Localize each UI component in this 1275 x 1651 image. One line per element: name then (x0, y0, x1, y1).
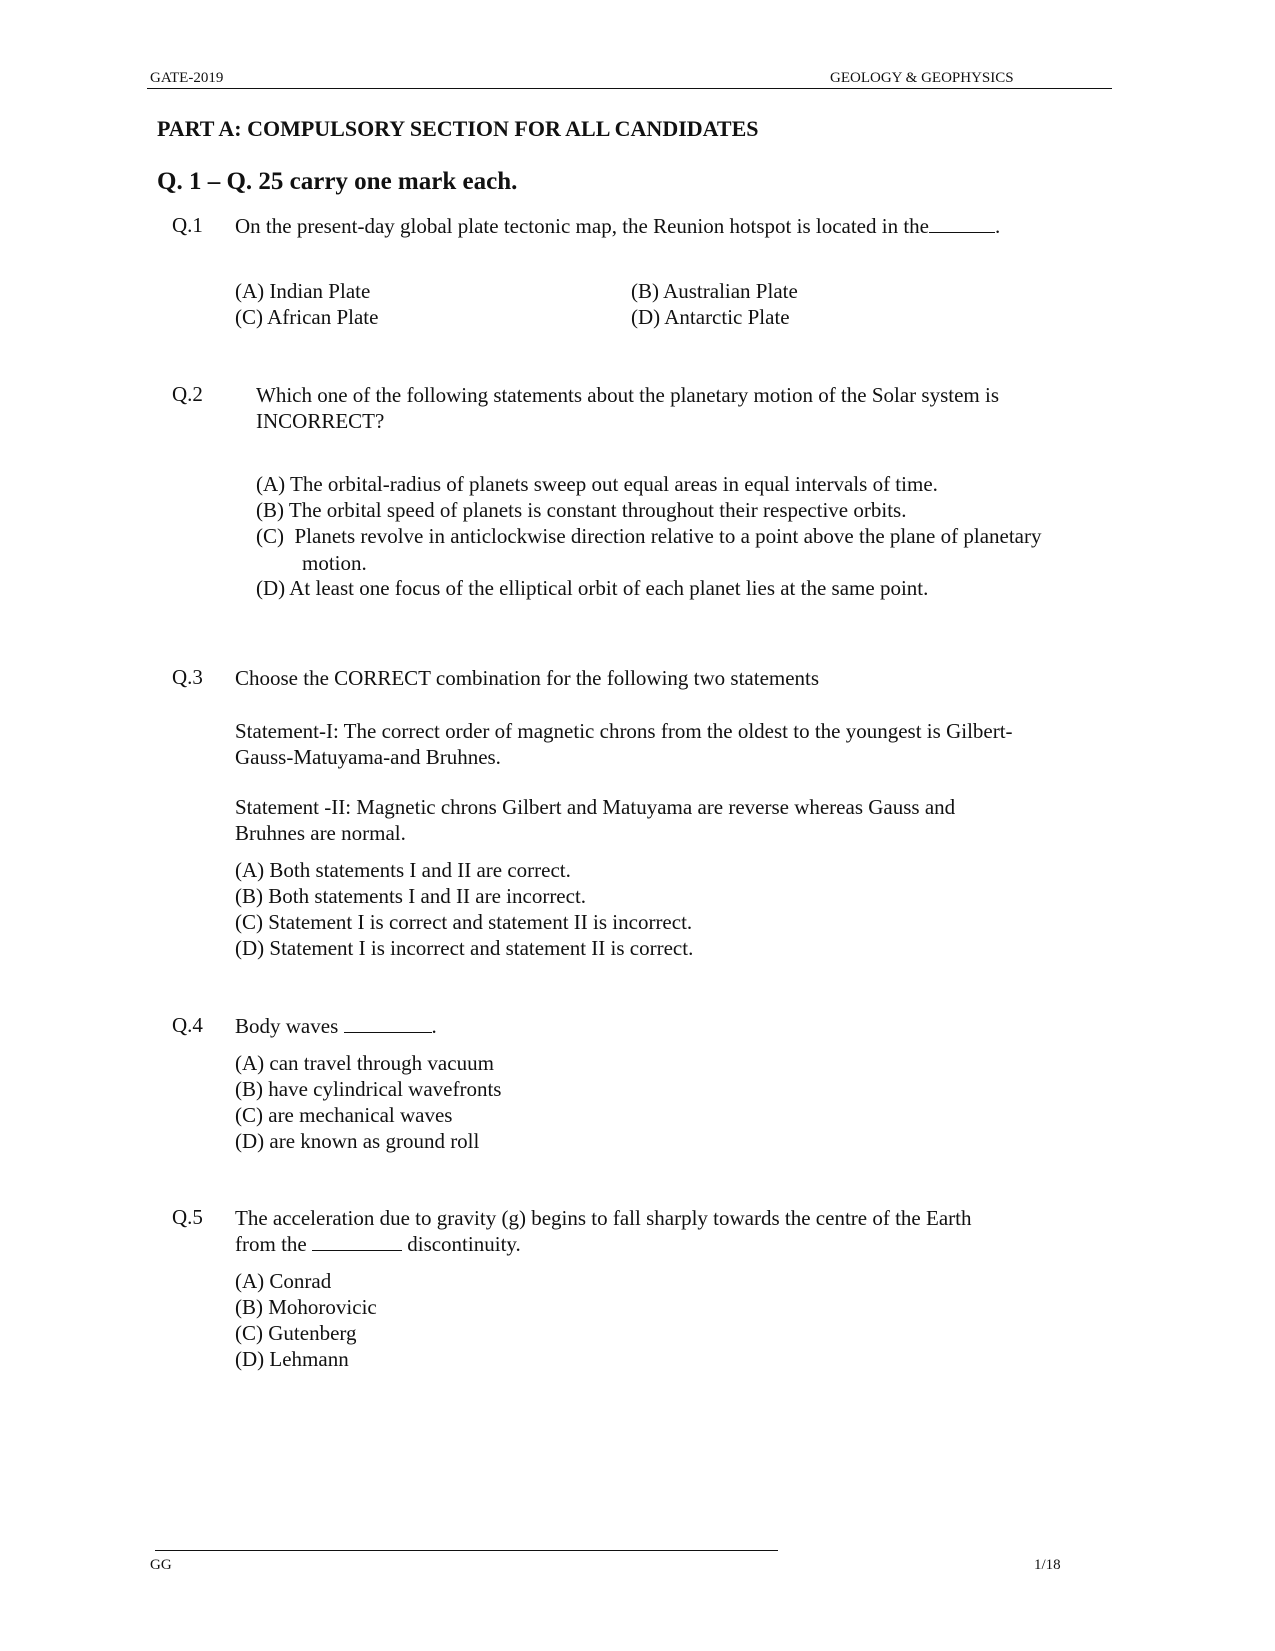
header-rule (147, 88, 1112, 89)
question-text-end: discontinuity. (407, 1232, 521, 1256)
marks-note: Q. 1 – Q. 25 carry one mark each. (157, 168, 518, 195)
option-a: (A) Both statements I and II are correct. (235, 858, 571, 882)
question-text (235, 213, 1075, 239)
option-a: (A) The orbital-radius of planets sweep out equal areas in equal intervals of time. (256, 472, 938, 496)
question-number: Q.1 (172, 213, 203, 237)
option-d: (D) Antarctic Plate (631, 305, 790, 329)
question-text-line2 (235, 1231, 521, 1257)
question-text: Choose the CORRECT combination for the following two statements (235, 666, 820, 690)
section-title: PART A: COMPULSORY SECTION FOR ALL CANDIDATES (157, 116, 759, 141)
question-number: Q.4 (172, 1013, 203, 1037)
header-subject: GEOLOGY & GEOPHYSICS (830, 70, 1014, 86)
answer-blank (929, 214, 995, 233)
question-text: Which one of the following statements about the planetary motion of the Solar system is INCORRECT? (256, 383, 1000, 433)
statement-1: Statement-I: The correct order of magnetic chrons from the oldest to the youngest is Gilbert-Gauss-Matuyama-and Bruhnes. (235, 719, 1013, 769)
option-d: (D) Statement I is incorrect and statement II is correct. (235, 936, 694, 960)
option-d: (D) Lehmann (235, 1347, 349, 1371)
option-b: (B) Mohorovicic (235, 1295, 377, 1319)
option-c: (C) Planets revolve in anticlockwise direction relative to a point above the plane of planetary motion. (256, 524, 1047, 575)
answer-blank (312, 1232, 402, 1251)
answer-blank (344, 1014, 432, 1033)
question-number: Q.2 (172, 382, 203, 406)
question-text-end: . (431, 1014, 437, 1038)
question-text: The acceleration due to gravity (g) begins to fall sharply towards the centre of the Earth (235, 1206, 972, 1230)
option-b: (B) Both statements I and II are incorrect. (235, 884, 587, 908)
option-a: (A) Conrad (235, 1269, 332, 1293)
footer-paper-code: GG (150, 1557, 172, 1573)
option-a: (A) can travel through vacuum (235, 1051, 494, 1075)
question-number: Q.3 (172, 665, 203, 689)
header-exam-name: GATE-2019 (150, 70, 224, 86)
option-c: (C) are mechanical waves (235, 1103, 453, 1127)
option-b: (B) Australian Plate (631, 279, 798, 303)
option-b: (B) have cylindrical wavefronts (235, 1077, 502, 1101)
question-text-body: Body waves (235, 1014, 339, 1038)
question-text-end: . (994, 214, 1001, 238)
question-text-start: from the (235, 1232, 307, 1256)
option-d: (D) At least one focus of the elliptical orbit of each planet lies at the same point. (256, 576, 929, 600)
option-c: (C) Statement I is correct and statement II is incorrect. (235, 910, 693, 934)
question-number: Q.5 (172, 1205, 203, 1229)
footer-rule (155, 1550, 778, 1551)
option-b: (B) The orbital speed of planets is constant throughout their respective orbits. (256, 498, 907, 522)
question-text-body: On the present-day global plate tectonic map, the Reunion hotspot is located in the (235, 214, 929, 238)
statement-2: Statement -II: Magnetic chrons Gilbert and Matuyama are reverse whereas Gauss and Bruhnes are normal. (235, 795, 956, 845)
option-a: (A) Indian Plate (235, 279, 371, 303)
page-number: 1/18 (1034, 1557, 1061, 1573)
option-c: (C) African Plate (235, 305, 379, 329)
question-text (235, 1013, 437, 1039)
option-c: (C) Gutenberg (235, 1321, 357, 1345)
option-d: (D) are known as ground roll (235, 1129, 480, 1153)
